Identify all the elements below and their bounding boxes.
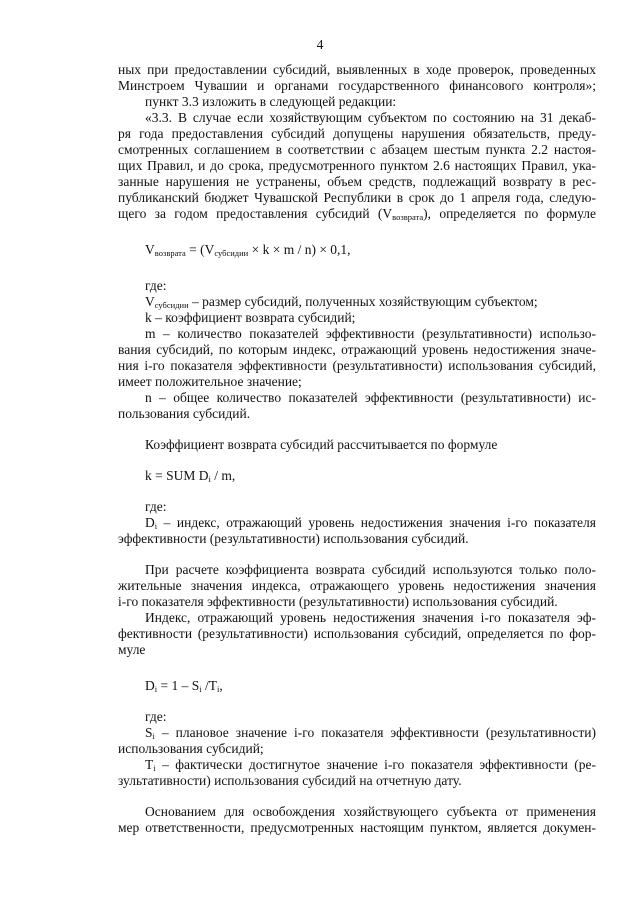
text-line: i-го показателя эффективности (результативности) использования субсидий. xyxy=(118,594,558,609)
text-line: ных при предоставлении субсидий, выявленных в ходе проверок, проведенных xyxy=(118,62,596,77)
page-number: 4 xyxy=(316,37,324,52)
text-line: пользования субсидий. xyxy=(118,406,251,421)
text-line: Ti – фактически достигнутое значение i-го показателя эффективности (ре- xyxy=(145,757,596,773)
text-line: смотренных соглашением в соответствии с абзацем шестым пункта 2.2 настоя- xyxy=(118,142,596,157)
text-line: Di – индекс, отражающий уровень недостижения значения i-го показателя xyxy=(145,515,596,531)
text-line: вания субсидий, по которым индекс, отражающий уровень недостижения значе- xyxy=(118,342,596,357)
text-line: щего за годом предоставления субсидий (Vвозврата), определяется по формуле xyxy=(118,206,596,222)
text-line: использования субсидий; xyxy=(118,741,264,756)
text-line: ря года предоставления субсидий допущены нарушения обязательств, преду- xyxy=(118,126,596,141)
text-line: зультативности) использования субсидий на отчетную дату. xyxy=(118,773,462,788)
text-line: Коэффициент возврата субсидий рассчитывается по формуле xyxy=(145,437,498,452)
text-line: имеет положительное значение; xyxy=(118,374,302,389)
text-line: При расчете коэффициента возврата субсидий используются только поло- xyxy=(145,562,596,577)
formula-v-return: Vвозврата = (Vсубсидии × k × m / n) × 0,1, xyxy=(145,242,351,258)
text-line: занные нарушения не устранены, объем средств, подлежащий возврату в рес- xyxy=(118,174,596,189)
text-line: Si – плановое значение i-го показателя эффективности (результативности) xyxy=(145,725,596,741)
text-line: фективности (результативности) использования субсидий, определяется по фор- xyxy=(118,626,596,641)
text-line: щих Правил, и до срока, предусмотренного пунктом 2.6 настоящих Правил, ука- xyxy=(118,158,596,173)
text-line: «3.3. В случае если хозяйствующим субъектом по состоянию на 31 декаб- xyxy=(145,110,596,125)
text-line: m – количество показателей эффективности (результативности) использо- xyxy=(145,326,596,341)
text-line: Индекс, отражающий уровень недостижения значения i-го показателя эф- xyxy=(145,610,596,625)
formula-k: k = SUM Di / m, xyxy=(145,468,236,484)
text-line: Основанием для освобождения хозяйствующего субъекта от применения xyxy=(145,804,596,819)
text-line: n – общее количество показателей эффективности (результативности) ис- xyxy=(145,390,596,405)
text-line: где: xyxy=(145,709,167,724)
text-line: k – коэффициент возврата субсидий; xyxy=(145,310,356,325)
text-line: Минстроем Чувашии и органами государственного финансового контроля»; xyxy=(118,78,596,93)
text-line: где: xyxy=(145,278,167,293)
text-line: муле xyxy=(118,642,146,657)
text-line: где: xyxy=(145,499,167,514)
text-line: жительные значения индекса, отражающего уровень недостижения значения xyxy=(118,578,596,593)
text-line: эффективности (результативности) использования субсидий. xyxy=(118,531,469,546)
text-line: Vсубсидии – размер субсидий, полученных хозяйствующим субъектом; xyxy=(145,294,538,310)
text-line: ния i-го показателя эффективности (результативности) использования субсидий, xyxy=(118,358,596,373)
text-line: пункт 3.3 изложить в следующей редакции: xyxy=(145,94,397,109)
formula-d: Di = 1 – Si /Ti, xyxy=(145,678,223,694)
text-line: публиканский бюджет Чувашской Республики в срок до 1 апреля года, следую- xyxy=(118,190,596,205)
text-line: мер ответственности, предусмотренных настоящим пунктом, является докумен- xyxy=(118,820,596,835)
